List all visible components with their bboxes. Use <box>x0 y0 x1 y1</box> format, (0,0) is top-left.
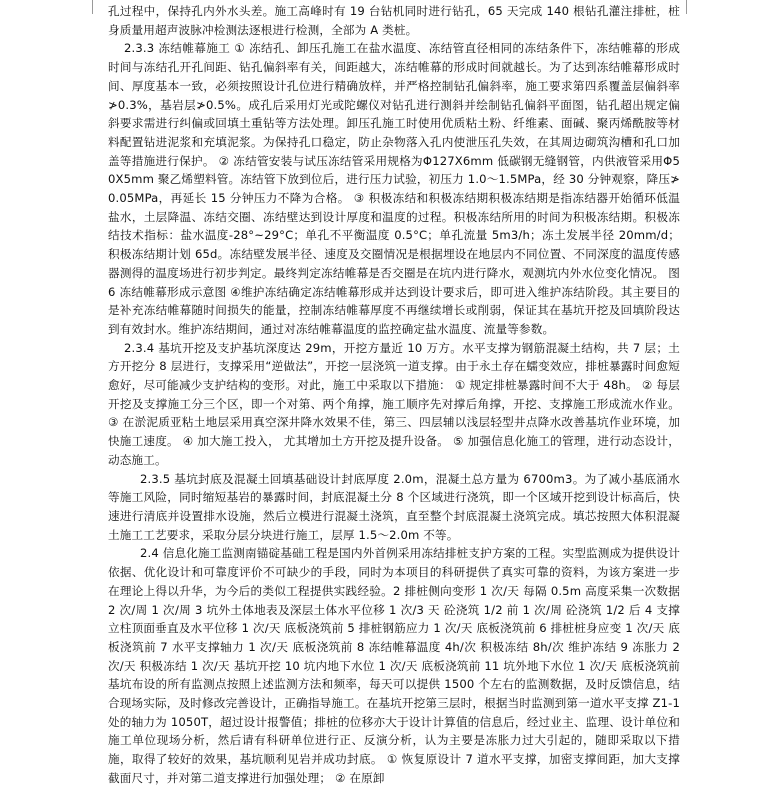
margin-crop-mark-right <box>686 0 687 14</box>
paragraph-excavation-support: 2.3.4 基坑开挖及支护基坑深度达 29m，开挖方量近 10 万方。水平支撑为钢筋混凝土结构，共 7 层；土方开挖分 8 层进行，支撑采用“逆做法”，开挖一层浇筑一道支撑。由于永土存在蠕变效应，排桩暴露时间愈短愈好，尽可能减少支护结构的变形。对此，施工中采取以下措施： ① 规定排桩暴露时间不大于 48h。 ② 每层开挖及支撑施工分三个区，即一个对第、两个角撑，施工顺序先对撑后角撑，开挖、支撑施工形成流水作业。 ③ 在淤泥质亚粘土地层采用真空深井降水效果不佳，第三、四层辅以浅层轻型井点降水改善基坑作业环境，加快施工速度。 ④ 加大施工投入， 尤其增加土方开挖及提升设备。 ⑤ 加强信息化施工的管理，进行动态设计，动态施工。 <box>108 340 680 467</box>
paragraph-monitoring: 2.4 信息化施工监测南锚碇基础工程是国内外首例采用冻结排桩支护方案的工程。实型监测成为提供设计依据、优化设计和可靠度评价不可缺少的手段，同时为本项目的科研提供了真实可靠的资料，为该方案进一步在理论上得以升华，为今后的类似工程提供实践经验。2 排桩侧向变形 1 次/天 每隔 0.5m 高度采集一次数据 2 次/周 1 次/周 3 坑外土体地表及深层土体水平位移 1 次/3 天 砼浇筑 1/2 前 1 次/周 砼浇筑 1/2 后 4 支撑立柱顶面垂直及水平位移 1 次/天 底板浇筑前 5 排桩钢筋应力 1 次/天 底板浇筑前 6 排桩桩身应变 1 次/天 底板浇筑前 7 水平支撑轴力 1 次/天 底板浇筑前 8 冻结帷幕温度 4h/次 积极冻结 8h/次 维护冻结 9 冻胀力 2 次/天 积极冻结 1 次/天 基坑开挖 10 坑内地下水位 1 次/天 底板浇筑前 11 坑外地下水位 1 次/天 底板浇筑前 基坑布设的所有监测点按照上述监测方法和频率，每天可以提供 1500 个左右的监测数据，及时反馈信息，结合现场实际，及时修改完善设计，正确指导施工。在基坑开挖第三层时，根据当时监测到第一道水平支撑 Z1-1 处的轴力为 1050T，超过设计报警值；排桩的位移亦大于设计计算值的信息后，经过业主、监理、设计单位和施工单位现场分析，然后请有科研单位进行正、反演分析，认为主要是冻胀力过大引起的，随即采取以下措施，取得了较好的效果，基坑顺利见岩并成功封底。 ① 恢复原设计 7 道水平支撑，加密支撑间距，加大支撑截面尺寸，并对第二道支撑进行加强处理； ② 在原卸 <box>108 546 680 785</box>
margin-crop-mark-left <box>92 0 93 14</box>
paragraph-drilling-end: 孔过程中，保持孔内外水头差。施工高峰时有 19 台钻机同时进行钻孔，65 天完成 140 根钻孔灌注排桩，桩身质量用超声波脉冲检测法逐根进行检测，全部为 A 类桩。 <box>108 4 680 37</box>
document-body <box>108 2 680 788</box>
paragraph-freezing-curtain: 2.3.3 冻结帷幕施工 ① 冻结孔、卸压孔施工在盐水温度、冻结管直径相同的冻结条件下，冻结帷幕的形成时间与冻结孔开孔间距、钻孔偏斜率有关，间距越大，冻结帷幕的形成时间就越长。为了达到冻结帷幕形成时间、厚度基本一致，必须按照设计孔位进行精确放样，并严格控制钻孔偏斜率，施工要求第四系覆盖层偏斜率≯0.3%，基岩层≯0.5%。成孔后采用灯光或陀螺仪对钻孔进行测斜并绘制钻孔偏斜平面图，钻孔超出规定偏斜要求需进行纠偏或回填土重钻等方法处理。卸压孔施工时使用优质粘土粉、纤维素、面碱、聚丙烯酰胺等材料配置钻进泥浆和充填泥浆。为保持孔口稳定，防止杂物落入孔内使泄压孔失效，在其周边砌筑沟槽和孔口加盖等措施进行保护。 ② 冻结管安装与试压冻结管采用规格为Φ127X6mm 低碳钢无缝钢管，内供液管采用Φ50X5mm 聚乙烯塑料管。冻结管下放到位后，进行压力试验，初压力 1.0～1.5MPa，经 30 分钟观察，降压≯0.05MPa，再延长 15 分钟压力不降为合格。 ③ 积极冻结和积极冻结期积极冻结期是指冻结器开始循环低温盐水，土层降温、冻结交圈、冻结壁达到设计厚度和温度的过程。积极冻结所用的时间为积极冻结期。积极冻结技术指标：盐水温度-28°~29°C；单孔不平衡温度 0.5°C；单孔流量 5m3/h；冻土发展半径 20mm/d；积极冻结期计划 65d。冻结壁发展半径、速度及交圈情况是根据埋设在地层内不同位置、不同深度的温度传感器测得的温度场进行初步判定。最终判定冻结帷幕是否交圈是在坑内进行降水，观测坑内外水位变化情况。 图 6 冻结帷幕形成示意图 ④维护冻结确定冻结帷幕形成并达到设计要求后，即可进入维护冻结阶段。其主要目的是补充冻结帷幕随时间损失的能量，控制冻结帷幕厚度不再继续增长或削弱，保证其在基坑开挖及回填阶段达到有效封水。维护冻结期间，通过对冻结帷幕温度的监控确定盐水温度、流量等参数。 <box>108 41 680 336</box>
paragraph-bottom-sealing: 2.3.5 基坑封底及混凝土回填基础设计封底厚度 2.0m，混凝土总方量为 6700m3。为了减小基底涌水等施工风险，同时缩短基岩的暴露时间，封底混凝土分 8 个区域进行浇筑，即一个区域开挖到设计标高后，快速进行清底并设置排水设施，然后立模进行混凝土浇筑，直至整个封底混凝土浇筑完成。填芯按照大体积混凝土施工工艺要求，采取分层分块进行施工，层厚 1.5～2.0m 不等。 <box>108 471 680 542</box>
